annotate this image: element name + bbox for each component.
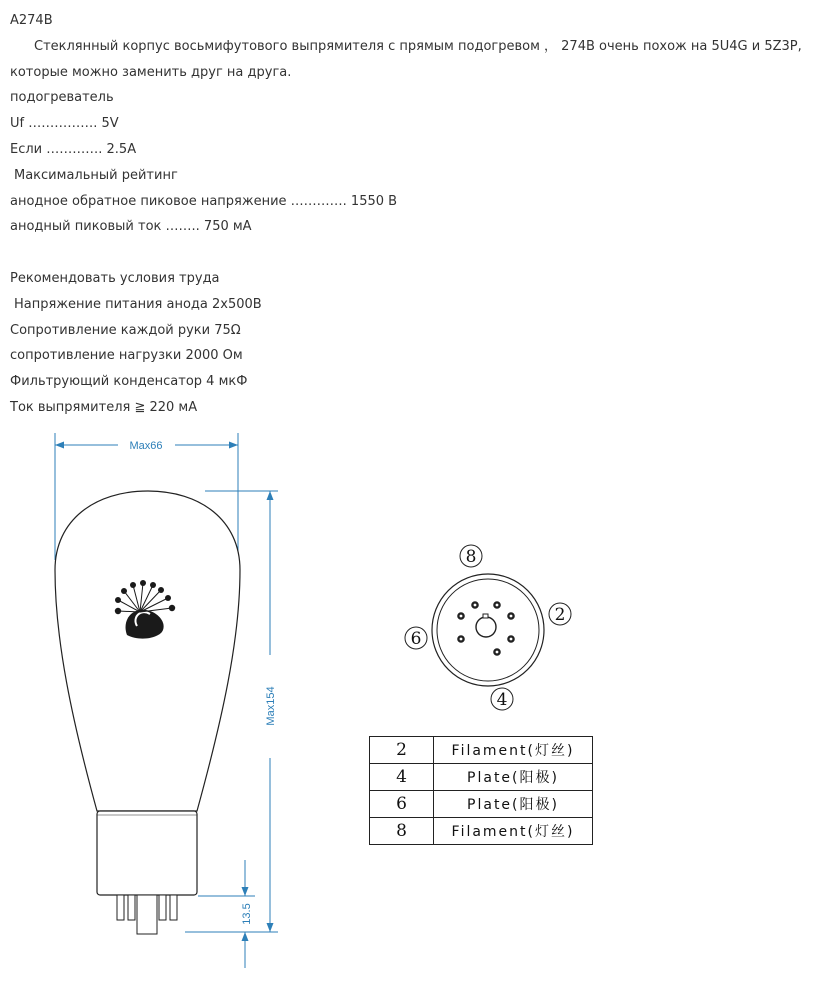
table-row: [370, 791, 593, 818]
table-row: [370, 818, 593, 845]
pin-number-cell: 6: [370, 791, 434, 818]
uf-spec: Uf ……………. 5V: [10, 116, 119, 132]
table-row: [370, 764, 593, 791]
model-title: A274B: [10, 13, 53, 28]
base-height-label: 13.5: [241, 903, 253, 925]
table-row: [370, 737, 593, 764]
pin-number-cell: 2: [370, 737, 434, 764]
pin-function-cell: Plate(阳极): [434, 764, 593, 791]
tube-pins: [117, 895, 177, 934]
pin-8-label: 8: [465, 547, 477, 567]
pin-4-callout: [491, 688, 513, 710]
socket-diagram: [432, 574, 544, 686]
pin-function-cell: Filament(灯丝): [434, 818, 593, 845]
if-spec: Если …………. 2.5A: [10, 141, 137, 157]
pin-function-cell: Filament(灯丝): [434, 737, 593, 764]
pin-number-cell: 8: [370, 818, 434, 845]
pin-6-callout: [405, 627, 427, 649]
anode-reverse-voltage: анодное обратное пиковое напряжение …………. 1550 В: [10, 193, 398, 209]
description-line-2: которые можно заменить друг на друга.: [10, 64, 292, 80]
pin-2-label: 2: [554, 605, 566, 625]
pin-4-label: 4: [496, 690, 508, 710]
rectifier-current: Ток выпрямителя ≧ 220 мА: [10, 399, 198, 415]
filter-capacitor: Фильтрующий конденсатор 4 мкФ: [10, 374, 248, 390]
pin-function-table: [369, 736, 593, 845]
pin-8-callout: [460, 545, 482, 567]
pin-2-callout: [549, 603, 571, 625]
anode-peak-current: анодный пиковый ток …….. 750 мА: [10, 219, 252, 235]
glass-envelope: [55, 491, 240, 811]
heater-heading: подогреватель: [10, 90, 114, 106]
tube-base: [97, 811, 197, 895]
max-rating-heading: Максимальный рейтинг: [14, 167, 178, 183]
load-resistance: сопротивление нагрузки 2000 Ом: [10, 348, 243, 364]
arm-resistance: Сопротивление каждой руки 75Ω: [10, 322, 241, 338]
pin-number-cell: 4: [370, 764, 434, 791]
anode-supply-voltage: Напряжение питания анода 2x500В: [14, 296, 262, 312]
pin-function-cell: Plate(阳极): [434, 791, 593, 818]
height-label: Max154: [265, 686, 277, 726]
description-line-1: Стеклянный корпус восьмифутового выпрямителя с прямым подогревом ， 274B очень похож на 5U4G и 5Z3P,: [34, 38, 802, 54]
width-label: Max66: [129, 440, 163, 452]
recommended-heading: Рекомендовать условия труда: [10, 270, 220, 286]
pin-6-label: 6: [410, 629, 422, 649]
